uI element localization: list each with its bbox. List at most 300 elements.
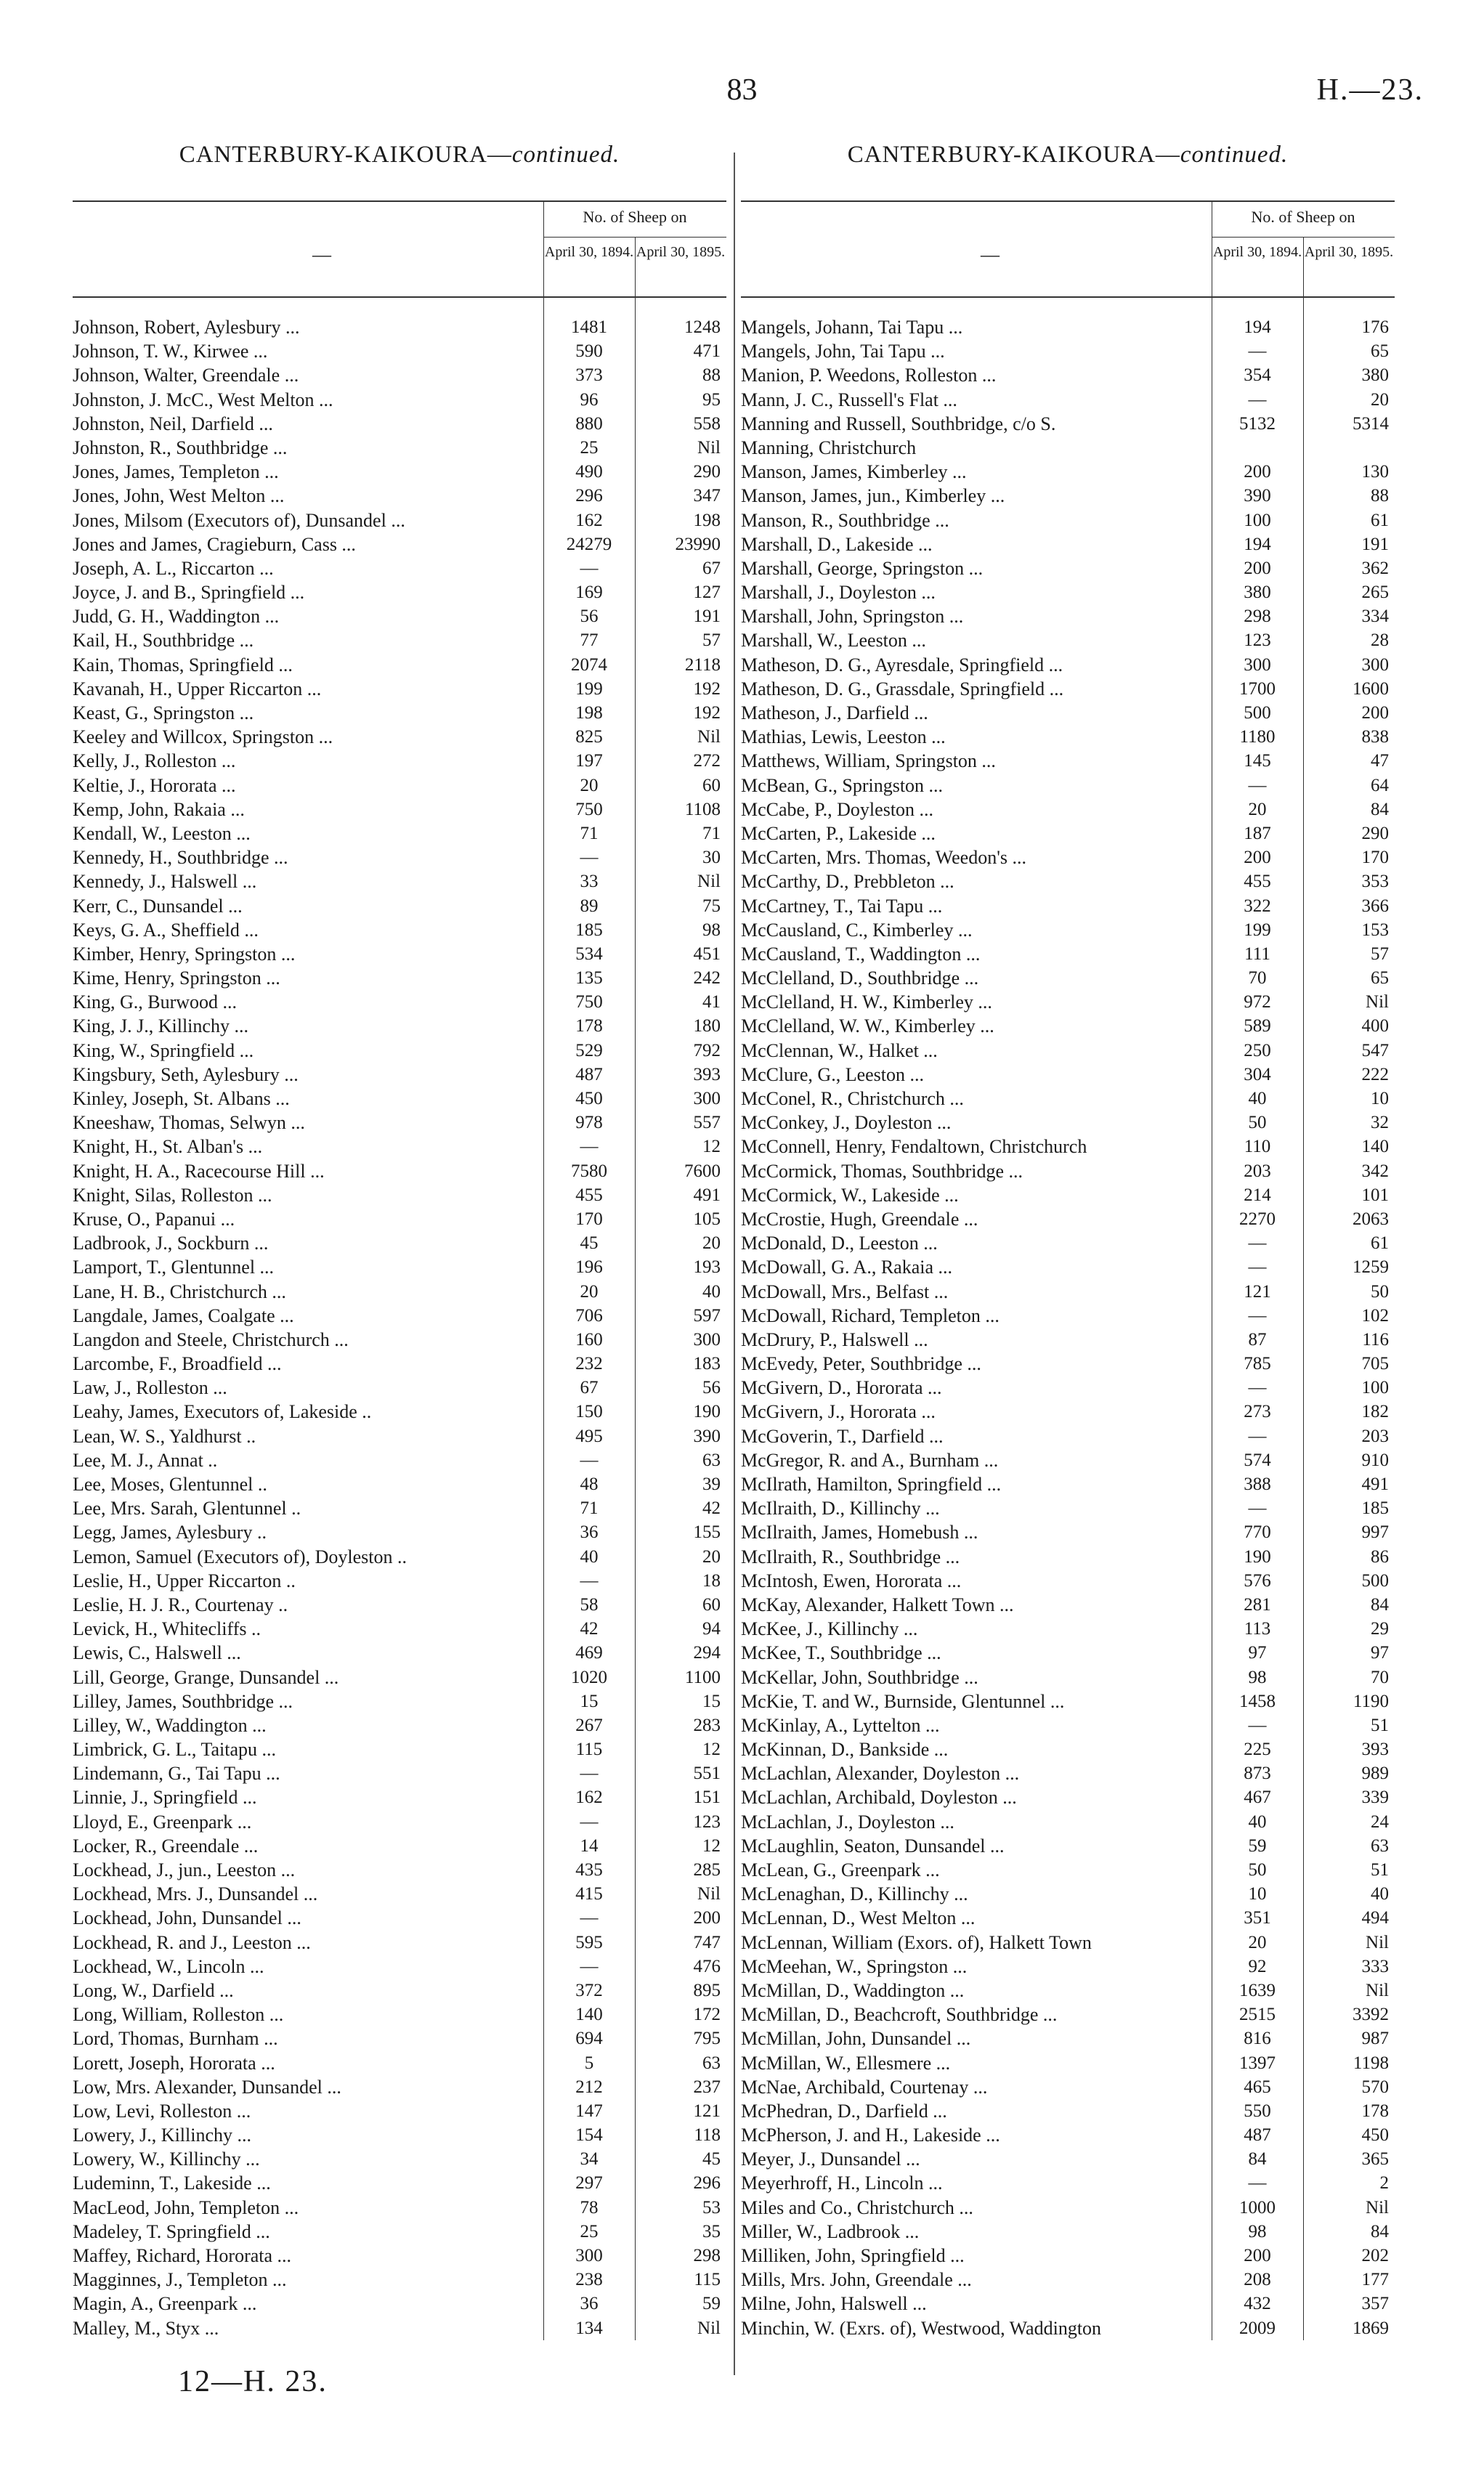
table-row bbox=[741, 1087, 1395, 1111]
sheep-1895: 57 bbox=[702, 630, 721, 651]
sheep-1895: 334 bbox=[1361, 606, 1389, 627]
sheep-1894: — bbox=[1248, 389, 1267, 410]
owner-name: McLean, G., Greenpark ... bbox=[741, 1859, 940, 1880]
table-row bbox=[73, 1376, 726, 1400]
owner-name: Kime, Henry, Springston ... bbox=[73, 967, 280, 989]
sheep-1895: 390 bbox=[693, 1426, 721, 1446]
owner-name: Langdon and Steele, Christchurch ... bbox=[73, 1328, 349, 1350]
owner-name: Malley, M., Styx ... bbox=[73, 2317, 219, 2339]
table-row bbox=[73, 2123, 726, 2147]
sheep-1895: 41 bbox=[702, 992, 721, 1013]
owner-name: Keys, G. A., Sheffield ... bbox=[73, 919, 259, 941]
sheep-1895: 296 bbox=[693, 2173, 721, 2194]
owner-name: Lloyd, E., Greenpark ... bbox=[73, 1811, 252, 1833]
owner-name: Langdale, James, Coalgate ... bbox=[73, 1305, 294, 1326]
sheep-1895: 997 bbox=[1361, 1522, 1389, 1543]
sheep-1894: 33 bbox=[580, 872, 599, 892]
sheep-1894: 200 bbox=[1244, 2246, 1271, 2265]
table-row bbox=[741, 2026, 1395, 2050]
table-row bbox=[73, 436, 726, 460]
sheep-1895: 177 bbox=[1361, 2270, 1389, 2290]
owner-name: McClelland, H. W., Kimberley ... bbox=[741, 991, 992, 1013]
sheep-1895: Nil bbox=[1366, 1980, 1389, 2000]
sheep-1894: — bbox=[580, 1764, 599, 1784]
table-row bbox=[73, 701, 726, 725]
owner-name: McIlraith, James, Homebush ... bbox=[741, 1522, 978, 1543]
sheep-1895: 895 bbox=[693, 1980, 721, 2000]
sheep-1895: 838 bbox=[1361, 727, 1389, 747]
table-row bbox=[741, 869, 1395, 893]
sheep-1895: 989 bbox=[1361, 1764, 1389, 1784]
owner-name: Lill, George, Grange, Dunsandel ... bbox=[73, 1666, 339, 1688]
table-row bbox=[741, 2196, 1395, 2220]
sheep-1894: 1397 bbox=[1239, 2053, 1276, 2073]
sheep-1894: 354 bbox=[1244, 365, 1271, 386]
sheep-1894: 169 bbox=[575, 583, 603, 603]
sheep-1894: 455 bbox=[575, 1185, 603, 1205]
table-row bbox=[741, 1304, 1395, 1328]
table-row bbox=[73, 1111, 726, 1135]
sheep-1894: — bbox=[580, 1811, 599, 1832]
owner-name: Matthews, William, Springston ... bbox=[741, 750, 996, 772]
owner-name: Magginnes, J., Templeton ... bbox=[73, 2269, 287, 2291]
sheep-1895: 115 bbox=[694, 2270, 721, 2290]
sheep-1895: 20 bbox=[702, 1233, 721, 1254]
sheep-1894: 147 bbox=[575, 2101, 603, 2121]
table-row bbox=[73, 2244, 726, 2268]
sheep-1895: Nil bbox=[697, 437, 721, 458]
sheep-1894: 98 bbox=[1248, 2221, 1267, 2241]
sheep-1895: 547 bbox=[1361, 1040, 1389, 1060]
owner-name: Lockhead, W., Lincoln ... bbox=[73, 1955, 264, 1977]
sheep-1894: — bbox=[1248, 1378, 1267, 1398]
sheep-1894: 170 bbox=[575, 1209, 603, 1229]
owner-name: Kruse, O., Papanui ... bbox=[73, 1208, 235, 1230]
sheep-1894: 706 bbox=[575, 1305, 603, 1326]
sheep-1895: 105 bbox=[693, 1209, 721, 1229]
table-row bbox=[741, 821, 1395, 845]
sheep-1895: 20 bbox=[1371, 389, 1389, 410]
sheep-1894: 111 bbox=[1244, 944, 1270, 964]
sheep-1895: 67 bbox=[702, 558, 721, 578]
sheep-1894: 238 bbox=[575, 2270, 603, 2290]
sheep-1895: 342 bbox=[1361, 1161, 1389, 1181]
sheep-1895: 339 bbox=[1361, 1788, 1389, 1808]
sheep-1894: 40 bbox=[580, 1546, 599, 1567]
table-row bbox=[73, 1713, 726, 1737]
table-row bbox=[73, 532, 726, 556]
sheep-1895: 333 bbox=[1361, 1956, 1389, 1976]
sheep-1895: 1600 bbox=[1353, 678, 1389, 699]
sheep-1894: 187 bbox=[1244, 823, 1271, 843]
table-row bbox=[73, 580, 726, 604]
owner-name: Lindemann, G., Tai Tapu ... bbox=[73, 1763, 280, 1785]
owner-name: Kavanah, H., Upper Riccarton ... bbox=[73, 678, 322, 699]
sheep-1895: 450 bbox=[1361, 2125, 1389, 2146]
owner-name: McDowall, G. A., Rakaia ... bbox=[741, 1257, 953, 1278]
sheep-1895: 910 bbox=[1361, 1450, 1389, 1470]
sheep-1894: 576 bbox=[1244, 1570, 1271, 1591]
table-row bbox=[73, 1328, 726, 1352]
table-row bbox=[73, 1617, 726, 1641]
table-row bbox=[73, 1087, 726, 1111]
sheep-1895: Nil bbox=[1366, 2197, 1389, 2218]
sheep-1895: 155 bbox=[693, 1522, 721, 1543]
sheep-1895: 51 bbox=[1371, 1715, 1389, 1735]
sheep-1894: 351 bbox=[1244, 1908, 1271, 1928]
sheep-1894: 296 bbox=[575, 486, 603, 506]
table-row bbox=[73, 1448, 726, 1472]
sheep-1894: 390 bbox=[1244, 486, 1271, 506]
sheep-1895: 116 bbox=[1362, 1329, 1389, 1350]
sheep-1894: 40 bbox=[1248, 1089, 1267, 1108]
owner-name: Lemon, Samuel (Executors of), Doyleston .. bbox=[73, 1546, 407, 1567]
table-row bbox=[741, 2147, 1395, 2171]
sheep-1894: 150 bbox=[575, 1402, 603, 1422]
owner-name: Jones and James, Cragieburn, Cass ... bbox=[73, 533, 356, 555]
sheep-1895: 102 bbox=[1361, 1305, 1389, 1326]
sheep-1895: 123 bbox=[693, 1811, 721, 1832]
sheep-1894: 48 bbox=[580, 1474, 599, 1494]
sheep-1895: 97 bbox=[1371, 1643, 1389, 1663]
table-row bbox=[73, 363, 726, 387]
owner-name: McConnell, Henry, Fendaltown, Christchurch bbox=[741, 1136, 1087, 1158]
sheep-1894: 281 bbox=[1244, 1594, 1271, 1615]
owner-name: Kinley, Joseph, St. Albans ... bbox=[73, 1088, 290, 1109]
owner-name: Mangels, Johann, Tai Tapu ... bbox=[741, 317, 963, 338]
table-row bbox=[741, 1955, 1395, 1979]
table-row bbox=[741, 1713, 1395, 1737]
name-column-header: — bbox=[981, 244, 1000, 265]
owner-name: Legg, James, Aylesbury .. bbox=[73, 1522, 267, 1543]
sheep-1895: 127 bbox=[693, 583, 721, 603]
sheep-1894: 98 bbox=[1248, 1667, 1267, 1687]
sheep-1895: 491 bbox=[693, 1185, 721, 1205]
sheep-1895: 298 bbox=[693, 2246, 721, 2265]
sheep-1895: 570 bbox=[1361, 2077, 1389, 2097]
owner-name: McCrostie, Hugh, Greendale ... bbox=[741, 1208, 978, 1230]
table-row bbox=[73, 1424, 726, 1448]
owner-name: Madeley, T. Springfield ... bbox=[73, 2220, 270, 2242]
table-row bbox=[73, 388, 726, 412]
sheep-1895: 61 bbox=[1371, 1233, 1389, 1254]
table-row bbox=[741, 1207, 1395, 1231]
owner-name: McCarten, Mrs. Thomas, Weedon's ... bbox=[741, 847, 1027, 869]
sheep-1894: — bbox=[580, 1450, 599, 1470]
sheep-1894: 42 bbox=[580, 1619, 599, 1639]
sheep-1895: 1869 bbox=[1353, 2318, 1389, 2338]
table-row bbox=[73, 315, 726, 339]
sheep-1894: 465 bbox=[1244, 2077, 1271, 2097]
table-row bbox=[73, 1472, 726, 1496]
owner-name: McDowall, Mrs., Belfast ... bbox=[741, 1281, 949, 1302]
sheep-1895: 63 bbox=[702, 2053, 721, 2073]
sheep-1894: 121 bbox=[1244, 1281, 1271, 1302]
name-column-header: — bbox=[312, 244, 331, 265]
left-column bbox=[73, 142, 726, 2340]
table-row bbox=[741, 1545, 1395, 1569]
owner-name: McClelland, D., Southbridge ... bbox=[741, 967, 979, 989]
sheep-1894: 113 bbox=[1244, 1619, 1271, 1639]
sheep-1894: 490 bbox=[575, 462, 603, 482]
sheep-1895: 2 bbox=[1379, 2173, 1389, 2194]
owner-name: MacLeod, John, Templeton ... bbox=[73, 2196, 299, 2218]
sheep-1895: 176 bbox=[1361, 317, 1389, 337]
sheep-1894: — bbox=[1248, 1233, 1267, 1254]
table-row bbox=[741, 1834, 1395, 1858]
sheep-1894: 20 bbox=[1248, 1932, 1267, 1952]
table-row bbox=[73, 774, 726, 798]
owner-name: Jones, Milsom (Executors of), Dunsandel ... bbox=[73, 509, 405, 531]
owner-name: Joyce, J. and B., Springfield ... bbox=[73, 582, 305, 604]
table-row bbox=[741, 1063, 1395, 1087]
table-row bbox=[741, 1472, 1395, 1496]
table-row bbox=[741, 725, 1395, 749]
table-row bbox=[73, 677, 726, 701]
sheep-1895: 357 bbox=[1361, 2294, 1389, 2314]
column-title bbox=[73, 142, 726, 169]
table-row bbox=[741, 628, 1395, 652]
owner-name: Knight, H., St. Alban's ... bbox=[73, 1136, 263, 1158]
sheep-1894: — bbox=[580, 1956, 599, 1976]
sheep-1895: 10 bbox=[1371, 1089, 1389, 1108]
table-row bbox=[741, 1810, 1395, 1834]
owner-name: Leslie, H. J. R., Courtenay .. bbox=[73, 1594, 288, 1615]
table-row bbox=[741, 2003, 1395, 2026]
table-row bbox=[73, 1955, 726, 1979]
sheep-1895: 20 bbox=[702, 1546, 721, 1567]
sheep-1895: 42 bbox=[702, 1498, 721, 1519]
owner-name: Miles and Co., Christchurch ... bbox=[741, 2196, 973, 2218]
sheep-1895: 1198 bbox=[1353, 2053, 1389, 2073]
sheep-1894: 550 bbox=[1244, 2101, 1271, 2121]
table-row bbox=[741, 1931, 1395, 1955]
owner-name: Kerr, C., Dunsandel ... bbox=[73, 895, 243, 917]
table-row bbox=[741, 845, 1395, 869]
sheep-1894: 36 bbox=[580, 2294, 599, 2314]
table-row bbox=[73, 1255, 726, 1279]
table-row bbox=[741, 1689, 1395, 1713]
table-row bbox=[741, 1496, 1395, 1520]
table-row bbox=[73, 1014, 726, 1038]
sheep-1895: Nil bbox=[697, 727, 721, 747]
sheep-1895: 200 bbox=[693, 1908, 721, 1928]
owner-name: McGoverin, T., Darfield ... bbox=[741, 1425, 944, 1447]
sheep-1895: 51 bbox=[1371, 1860, 1389, 1880]
table-row bbox=[73, 1569, 726, 1593]
sheep-1895: 191 bbox=[1361, 534, 1389, 554]
table-row bbox=[73, 484, 726, 508]
sheep-1894: 70 bbox=[1248, 968, 1267, 989]
owner-name: Long, W., Darfield ... bbox=[73, 1979, 234, 2001]
owner-name: McDonald, D., Leeston ... bbox=[741, 1233, 938, 1254]
table-row bbox=[741, 460, 1395, 484]
table-row bbox=[73, 990, 726, 1014]
table-row bbox=[741, 990, 1395, 1014]
table-row bbox=[73, 628, 726, 652]
owner-name: Knight, H. A., Racecourse Hill ... bbox=[73, 1160, 325, 1182]
sheep-1894: 500 bbox=[1244, 703, 1271, 723]
table-row bbox=[741, 1014, 1395, 1038]
owner-name: Lee, M. J., Annat .. bbox=[73, 1449, 218, 1471]
sheep-1895: 94 bbox=[702, 1619, 721, 1639]
sheep-1894: 273 bbox=[1244, 1402, 1271, 1422]
owner-name: Meyerhroff, H., Lincoln ... bbox=[741, 2172, 943, 2194]
owner-name: Lilley, James, Southbridge ... bbox=[73, 1690, 293, 1712]
table-row bbox=[73, 1641, 726, 1665]
table-row bbox=[741, 1641, 1395, 1665]
owner-name: Magin, A., Greenpark ... bbox=[73, 2293, 257, 2315]
sheep-1894: 185 bbox=[575, 920, 603, 940]
owner-name: McMillan, D., Waddington ... bbox=[741, 1979, 965, 2001]
table-row bbox=[741, 1665, 1395, 1689]
sheep-1894: 450 bbox=[575, 1089, 603, 1108]
table-row bbox=[73, 966, 726, 990]
sheep-1895: 792 bbox=[693, 1040, 721, 1060]
table-header bbox=[741, 200, 1395, 298]
table-row bbox=[73, 1159, 726, 1183]
owner-name: McCarthy, D., Prebbleton ... bbox=[741, 871, 954, 893]
table-row bbox=[73, 749, 726, 773]
sheep-1895: 491 bbox=[1361, 1474, 1389, 1494]
sheep-1894: 694 bbox=[575, 2029, 603, 2049]
sheep-1894: 134 bbox=[575, 2318, 603, 2338]
table-row bbox=[73, 1689, 726, 1713]
sheep-1894: 300 bbox=[575, 2246, 603, 2265]
year-1894-header: April 30, 1894. bbox=[1212, 244, 1302, 260]
sheep-1895: 183 bbox=[693, 1354, 721, 1374]
table-row bbox=[73, 1135, 726, 1159]
sheep-1895: 185 bbox=[1361, 1498, 1389, 1519]
table-row bbox=[741, 412, 1395, 436]
owner-name: McLennan, William (Exors. of), Halkett Town bbox=[741, 1931, 1092, 1953]
sheep-1894: 435 bbox=[575, 1860, 603, 1880]
sheep-1895: 557 bbox=[693, 1113, 721, 1133]
owner-name: Kingsbury, Seth, Aylesbury ... bbox=[73, 1063, 299, 1085]
owner-name: Milne, John, Halswell ... bbox=[741, 2293, 927, 2315]
sheep-1895: 2063 bbox=[1353, 1209, 1389, 1229]
sheep-1894: 750 bbox=[575, 799, 603, 819]
table-row bbox=[73, 2220, 726, 2244]
owner-name: Kennedy, H., Southbridge ... bbox=[73, 847, 288, 869]
sheep-1894: 1481 bbox=[571, 317, 607, 337]
column-title-main: CANTERBURY-KAIKOURA— bbox=[847, 142, 1180, 168]
year-1895-header: April 30, 1895. bbox=[1304, 244, 1394, 260]
owner-name: Kennedy, J., Halswell ... bbox=[73, 871, 257, 893]
header-rule bbox=[1212, 237, 1395, 238]
owner-name: McIlraith, D., Killinchy ... bbox=[741, 1498, 940, 1520]
table-row bbox=[73, 2003, 726, 2026]
owner-name: McCausland, C., Kimberley ... bbox=[741, 919, 973, 941]
sheep-1895: 558 bbox=[693, 413, 721, 434]
owner-name: Lowery, W., Killinchy ... bbox=[73, 2149, 260, 2170]
column-title-main: CANTERBURY-KAIKOURA— bbox=[179, 142, 512, 168]
table-row bbox=[741, 604, 1395, 628]
owner-name: McPherson, J. and H., Lakeside ... bbox=[741, 2125, 1000, 2146]
sheep-1894: 300 bbox=[1244, 654, 1271, 675]
owner-name: Marshall, John, Springston ... bbox=[741, 606, 964, 628]
owner-name: Minchin, W. (Exrs. of), Westwood, Waddington bbox=[741, 2317, 1102, 2339]
owner-name: Kelly, J., Rolleston ... bbox=[73, 750, 236, 772]
table-row bbox=[741, 2123, 1395, 2147]
owner-name: Lockhead, John, Dunsandel ... bbox=[73, 1907, 301, 1929]
table-row bbox=[741, 749, 1395, 773]
table-row bbox=[73, 1737, 726, 1761]
table-row bbox=[741, 1183, 1395, 1207]
owner-name: McGregor, R. and A., Burnham ... bbox=[741, 1449, 999, 1471]
table-row bbox=[741, 1328, 1395, 1352]
owner-name: McIntosh, Ewen, Hororata ... bbox=[741, 1570, 962, 1591]
sheep-1894: 194 bbox=[1244, 317, 1271, 337]
table-row bbox=[741, 2099, 1395, 2123]
sheep-1894: — bbox=[1248, 2173, 1267, 2194]
sheep-1895: 172 bbox=[693, 2005, 721, 2025]
sheep-1894: 190 bbox=[1244, 1546, 1271, 1567]
sheep-1895: 178 bbox=[1361, 2101, 1389, 2121]
sheep-1894: 595 bbox=[575, 1932, 603, 1952]
table-row bbox=[73, 1520, 726, 1544]
sheep-1894: 14 bbox=[580, 1835, 599, 1856]
owner-name: Lamport, T., Glentunnel ... bbox=[73, 1257, 275, 1278]
owner-name: Maffey, Richard, Hororata ... bbox=[73, 2245, 292, 2266]
sheep-1894: 455 bbox=[1244, 872, 1271, 892]
sheep-1895: 18 bbox=[702, 1570, 721, 1591]
sheep-1895: 35 bbox=[702, 2221, 721, 2241]
table-row bbox=[73, 1545, 726, 1569]
owner-name: Milliken, John, Springfield ... bbox=[741, 2245, 965, 2266]
sheep-1895: 203 bbox=[1361, 1426, 1389, 1446]
sheep-1894: 534 bbox=[575, 944, 603, 964]
owner-name: McMeehan, W., Springston ... bbox=[741, 1955, 968, 1977]
column-divider bbox=[734, 153, 735, 2375]
sheep-1894: — bbox=[1248, 1426, 1267, 1446]
owner-name: Lockhead, R. and J., Leeston ... bbox=[73, 1931, 311, 1953]
table-header bbox=[73, 200, 726, 298]
owner-name: Kail, H., Southbridge ... bbox=[73, 630, 254, 652]
sheep-1895: 353 bbox=[1361, 872, 1389, 892]
table-row bbox=[73, 1834, 726, 1858]
sheep-1894: 212 bbox=[575, 2077, 603, 2097]
sheep-1894: — bbox=[580, 848, 599, 868]
table-row bbox=[741, 556, 1395, 580]
sheep-1894: 7580 bbox=[571, 1161, 607, 1181]
sheep-1895: 75 bbox=[702, 896, 721, 916]
sheep-1894: 123 bbox=[1244, 630, 1271, 651]
sheep-1894: 200 bbox=[1244, 558, 1271, 578]
sheep-1894: 199 bbox=[1244, 920, 1271, 940]
sheep-1894: 785 bbox=[1244, 1354, 1271, 1374]
sheep-1895: 551 bbox=[693, 1764, 721, 1784]
sheep-count-header: No. of Sheep on bbox=[583, 208, 687, 226]
sheep-1895: Nil bbox=[1366, 992, 1389, 1013]
table-row bbox=[73, 894, 726, 918]
sheep-1895: 300 bbox=[1361, 654, 1389, 675]
owner-name: Leslie, H., Upper Riccarton .. bbox=[73, 1570, 296, 1591]
owner-name: Matheson, J., Darfield ... bbox=[741, 702, 928, 723]
sheep-1895: 393 bbox=[1361, 1740, 1389, 1760]
sheep-1895: 192 bbox=[693, 703, 721, 723]
table-row bbox=[73, 653, 726, 677]
owner-name: McKie, T. and W., Burnside, Glentunnel ... bbox=[741, 1690, 1065, 1712]
sheep-1894: 24279 bbox=[566, 534, 612, 554]
sheep-1894: 388 bbox=[1244, 1474, 1271, 1494]
table-row bbox=[73, 821, 726, 845]
owner-name: McLaughlin, Seaton, Dunsandel ... bbox=[741, 1835, 1005, 1857]
sheep-1895: 12 bbox=[702, 1740, 721, 1760]
owner-name: Ladbrook, J., Sockburn ... bbox=[73, 1233, 269, 1254]
column-title-continued: continued. bbox=[1180, 142, 1289, 168]
sheep-1895: 272 bbox=[693, 751, 721, 771]
